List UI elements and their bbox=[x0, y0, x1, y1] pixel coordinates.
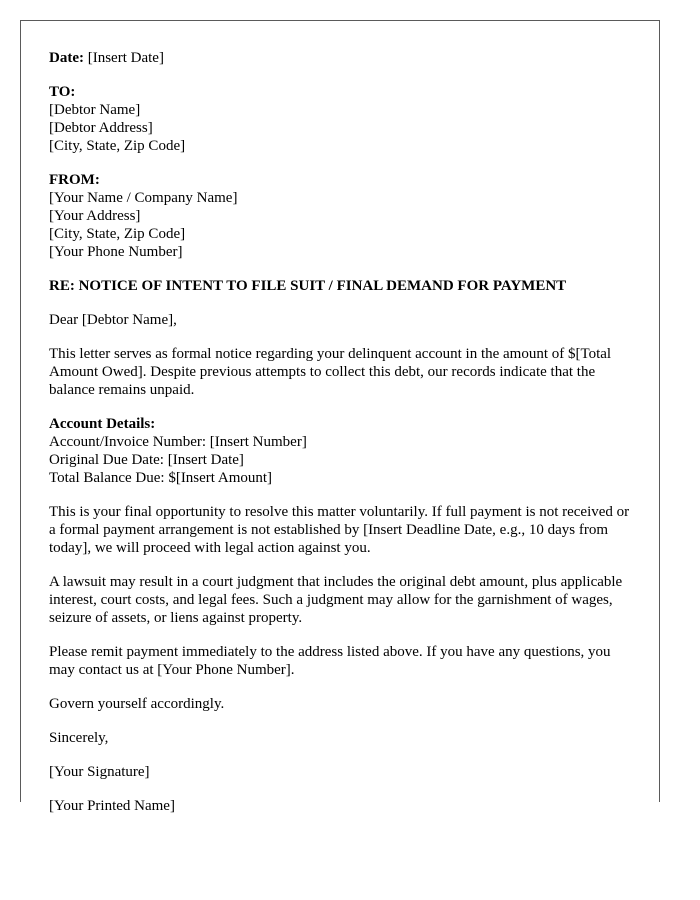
salutation: Dear [Debtor Name], bbox=[49, 312, 177, 328]
intro-paragraph: This letter serves as formal notice regarding your delinquent account in the amount of $[Total Amount Owed]. Despite previous attempts to collect this debt, our records indicate that the balance remains unpaid. bbox=[49, 346, 612, 398]
date-block bbox=[49, 49, 639, 67]
to-line: [Debtor Address] bbox=[49, 120, 153, 136]
account-details-heading: Account Details: bbox=[49, 416, 156, 432]
date-label: Date: bbox=[49, 50, 84, 66]
to-block bbox=[49, 83, 639, 155]
to-heading: TO: bbox=[49, 84, 76, 100]
govern-line: Govern yourself accordingly. bbox=[49, 696, 225, 712]
from-line: [Your Address] bbox=[49, 208, 141, 224]
letter-page bbox=[20, 20, 660, 814]
account-detail-line: Account/Invoice Number: [Insert Number] bbox=[49, 434, 307, 450]
to-line: [City, State, Zip Code] bbox=[49, 138, 186, 154]
account-details-block bbox=[49, 415, 639, 487]
from-block bbox=[49, 171, 639, 261]
from-line: [Your Name / Company Name] bbox=[49, 190, 238, 206]
account-detail-line: Total Balance Due: $[Insert Amount] bbox=[49, 470, 273, 486]
final-opportunity-paragraph: This is your final opportunity to resolve this matter voluntarily. If full payment is not received or a formal payment arrangement is not established by [Insert Deadline Date, e.g., 10 days from today], we will proceed with legal action against you. bbox=[49, 504, 630, 556]
signature-line: [Your Signature] bbox=[49, 764, 150, 780]
from-line: [City, State, Zip Code] bbox=[49, 226, 186, 242]
letter-body bbox=[49, 49, 639, 831]
from-heading: FROM: bbox=[49, 172, 100, 188]
remit-paragraph: Please remit payment immediately to the address listed above. If you have any questions, you may contact us at [Your Phone Number]. bbox=[49, 644, 611, 678]
date-value: [Insert Date] bbox=[83, 50, 164, 66]
from-line: [Your Phone Number] bbox=[49, 244, 183, 260]
account-detail-line: Original Due Date: [Insert Date] bbox=[49, 452, 244, 468]
closing: Sincerely, bbox=[49, 730, 109, 746]
lawsuit-paragraph: A lawsuit may result in a court judgment that includes the original debt amount, plus applicable interest, court costs, and legal fees. Such a judgment may allow for the garnishment of wages, seizure of assets, or liens against property. bbox=[49, 574, 623, 626]
re-line: RE: NOTICE OF INTENT TO FILE SUIT / FINAL DEMAND FOR PAYMENT bbox=[49, 278, 567, 294]
printed-name-line: [Your Printed Name] bbox=[49, 798, 175, 814]
to-line: [Debtor Name] bbox=[49, 102, 141, 118]
